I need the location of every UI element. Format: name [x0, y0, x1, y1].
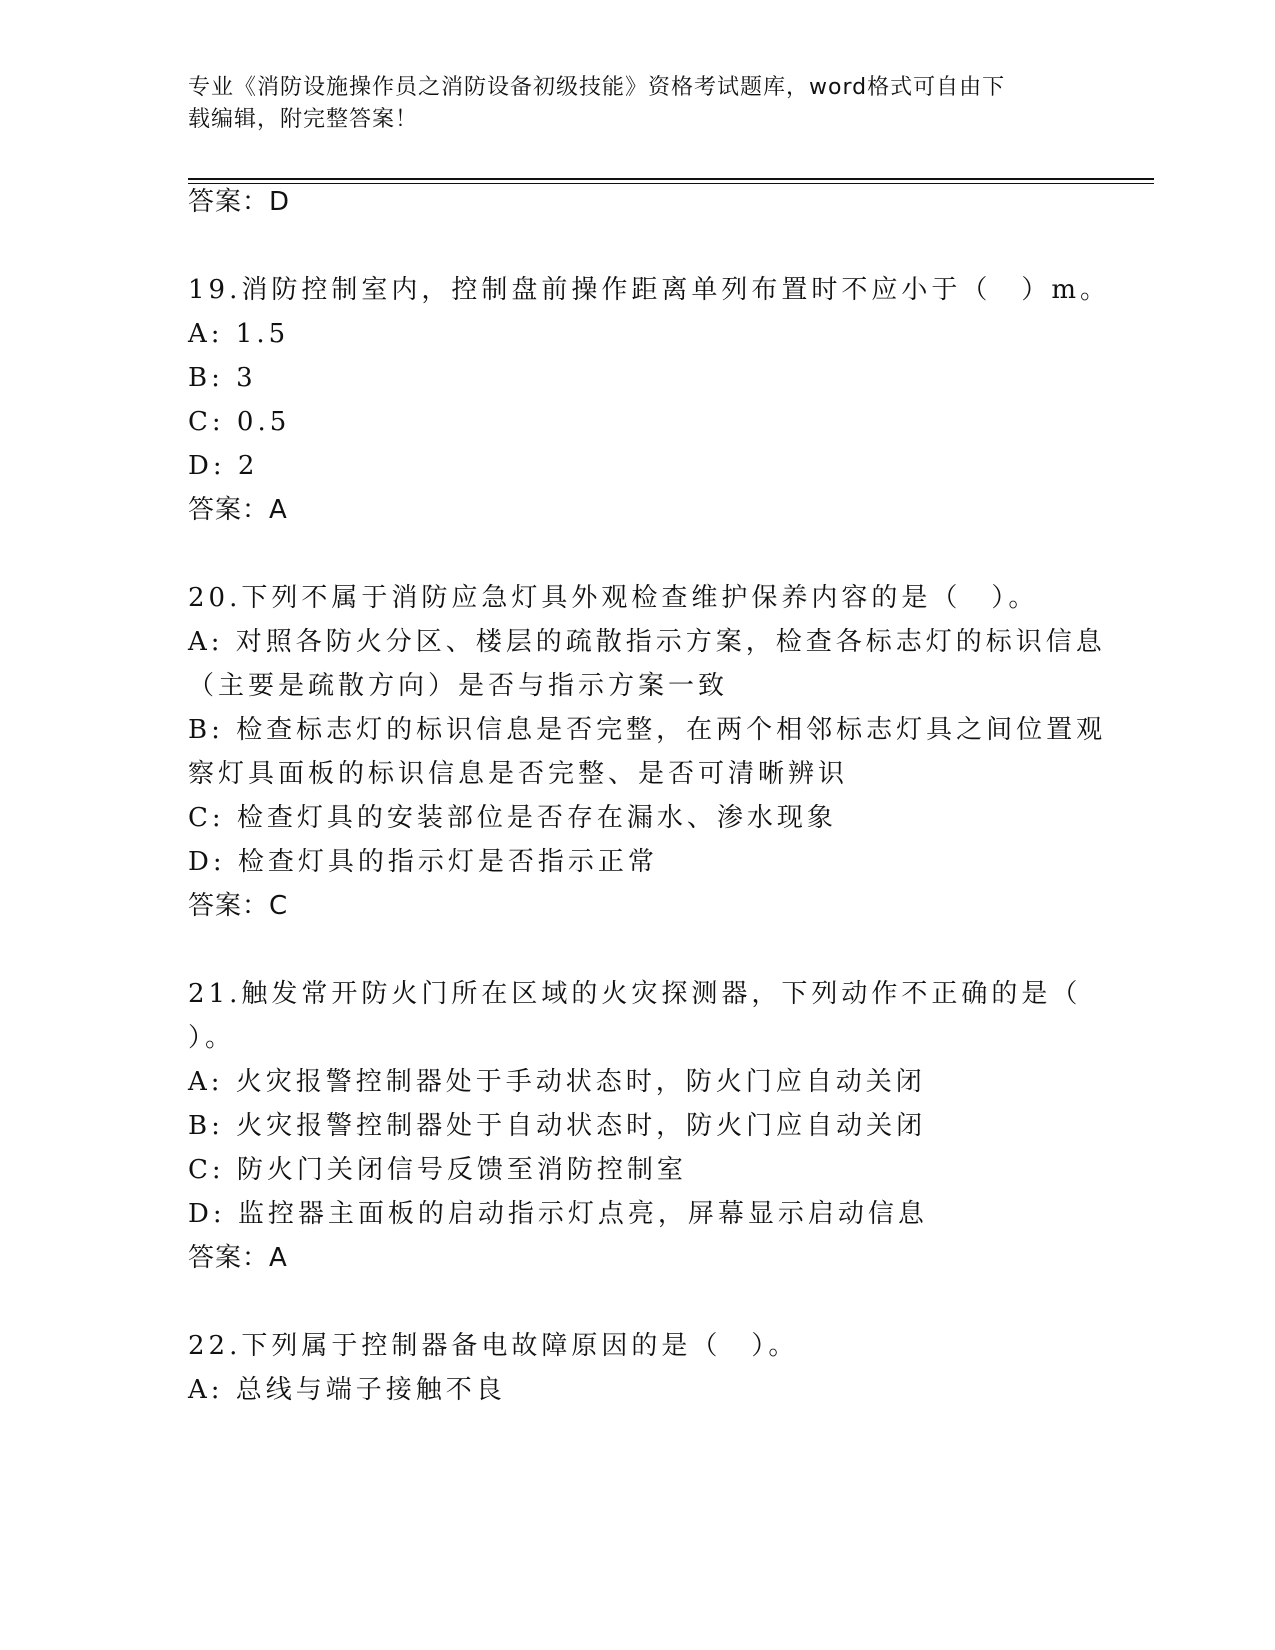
header-divider — [188, 178, 1154, 180]
question-20-option-c: C: 检查灯具的安装部位是否存在漏水、渗水现象 — [188, 803, 837, 833]
question-21-stem-cont: ）。 — [188, 1023, 236, 1053]
question-20-answer: 答案：C — [188, 891, 289, 921]
question-22-option-a: A: 总线与端子接触不良 — [188, 1375, 506, 1405]
question-19-answer: 答案：A — [188, 495, 288, 525]
question-21-option-b: B: 火灾报警控制器处于自动状态时，防火门应自动关闭 — [188, 1111, 927, 1141]
question-19-option-c: C: 0.5 — [188, 407, 291, 437]
question-20-option-b-cont: 察灯具面板的标识信息是否完整、是否可清晰辨识 — [188, 759, 849, 789]
question-21-stem: 21.触发常开防火门所在区域的火灾探测器，下列动作不正确的是（ — [188, 979, 1082, 1009]
question-20-option-b: B: 检查标志灯的标识信息是否完整，在两个相邻标志灯具之间位置观 — [188, 715, 1107, 745]
question-20-stem: 20.下列不属于消防应急灯具外观检查维护保养内容的是（ ）。 — [188, 583, 1039, 613]
header-divider-thin — [188, 183, 1154, 184]
header-line-2: 载编辑，附完整答案！ — [188, 107, 419, 132]
question-19-option-a: A: 1.5 — [188, 319, 290, 349]
question-19-option-b: B: 3 — [188, 363, 257, 393]
question-21-option-d: D: 监控器主面板的启动指示灯点亮，屏幕显示启动信息 — [188, 1199, 928, 1229]
question-20-option-a-cont: （主要是疏散方向）是否与指示方案一致 — [188, 671, 729, 701]
question-19-option-d: D: 2 — [188, 451, 259, 481]
header-line-1: 专业《消防设施操作员之消防设备初级技能》资格考试题库，word格式可自由下 — [188, 75, 1006, 100]
question-22-stem: 22.下列属于控制器备电故障原因的是（ ）。 — [188, 1331, 799, 1361]
question-20-option-d: D: 检查灯具的指示灯是否指示正常 — [188, 847, 658, 877]
question-19-stem: 19.消防控制室内，控制盘前操作距离单列布置时不应小于（ ）m。 — [188, 275, 1111, 305]
question-21-option-c: C: 防火门关闭信号反馈至消防控制室 — [188, 1155, 687, 1185]
question-21-option-a: A: 火灾报警控制器处于手动状态时，防火门应自动关闭 — [188, 1067, 926, 1097]
document-header — [188, 72, 1088, 136]
previous-answer: 答案：D — [188, 187, 291, 217]
question-20-option-a: A: 对照各防火分区、楼层的疏散指示方案，检查各标志灯的标识信息 — [188, 627, 1106, 657]
question-21-answer: 答案：A — [188, 1243, 288, 1273]
